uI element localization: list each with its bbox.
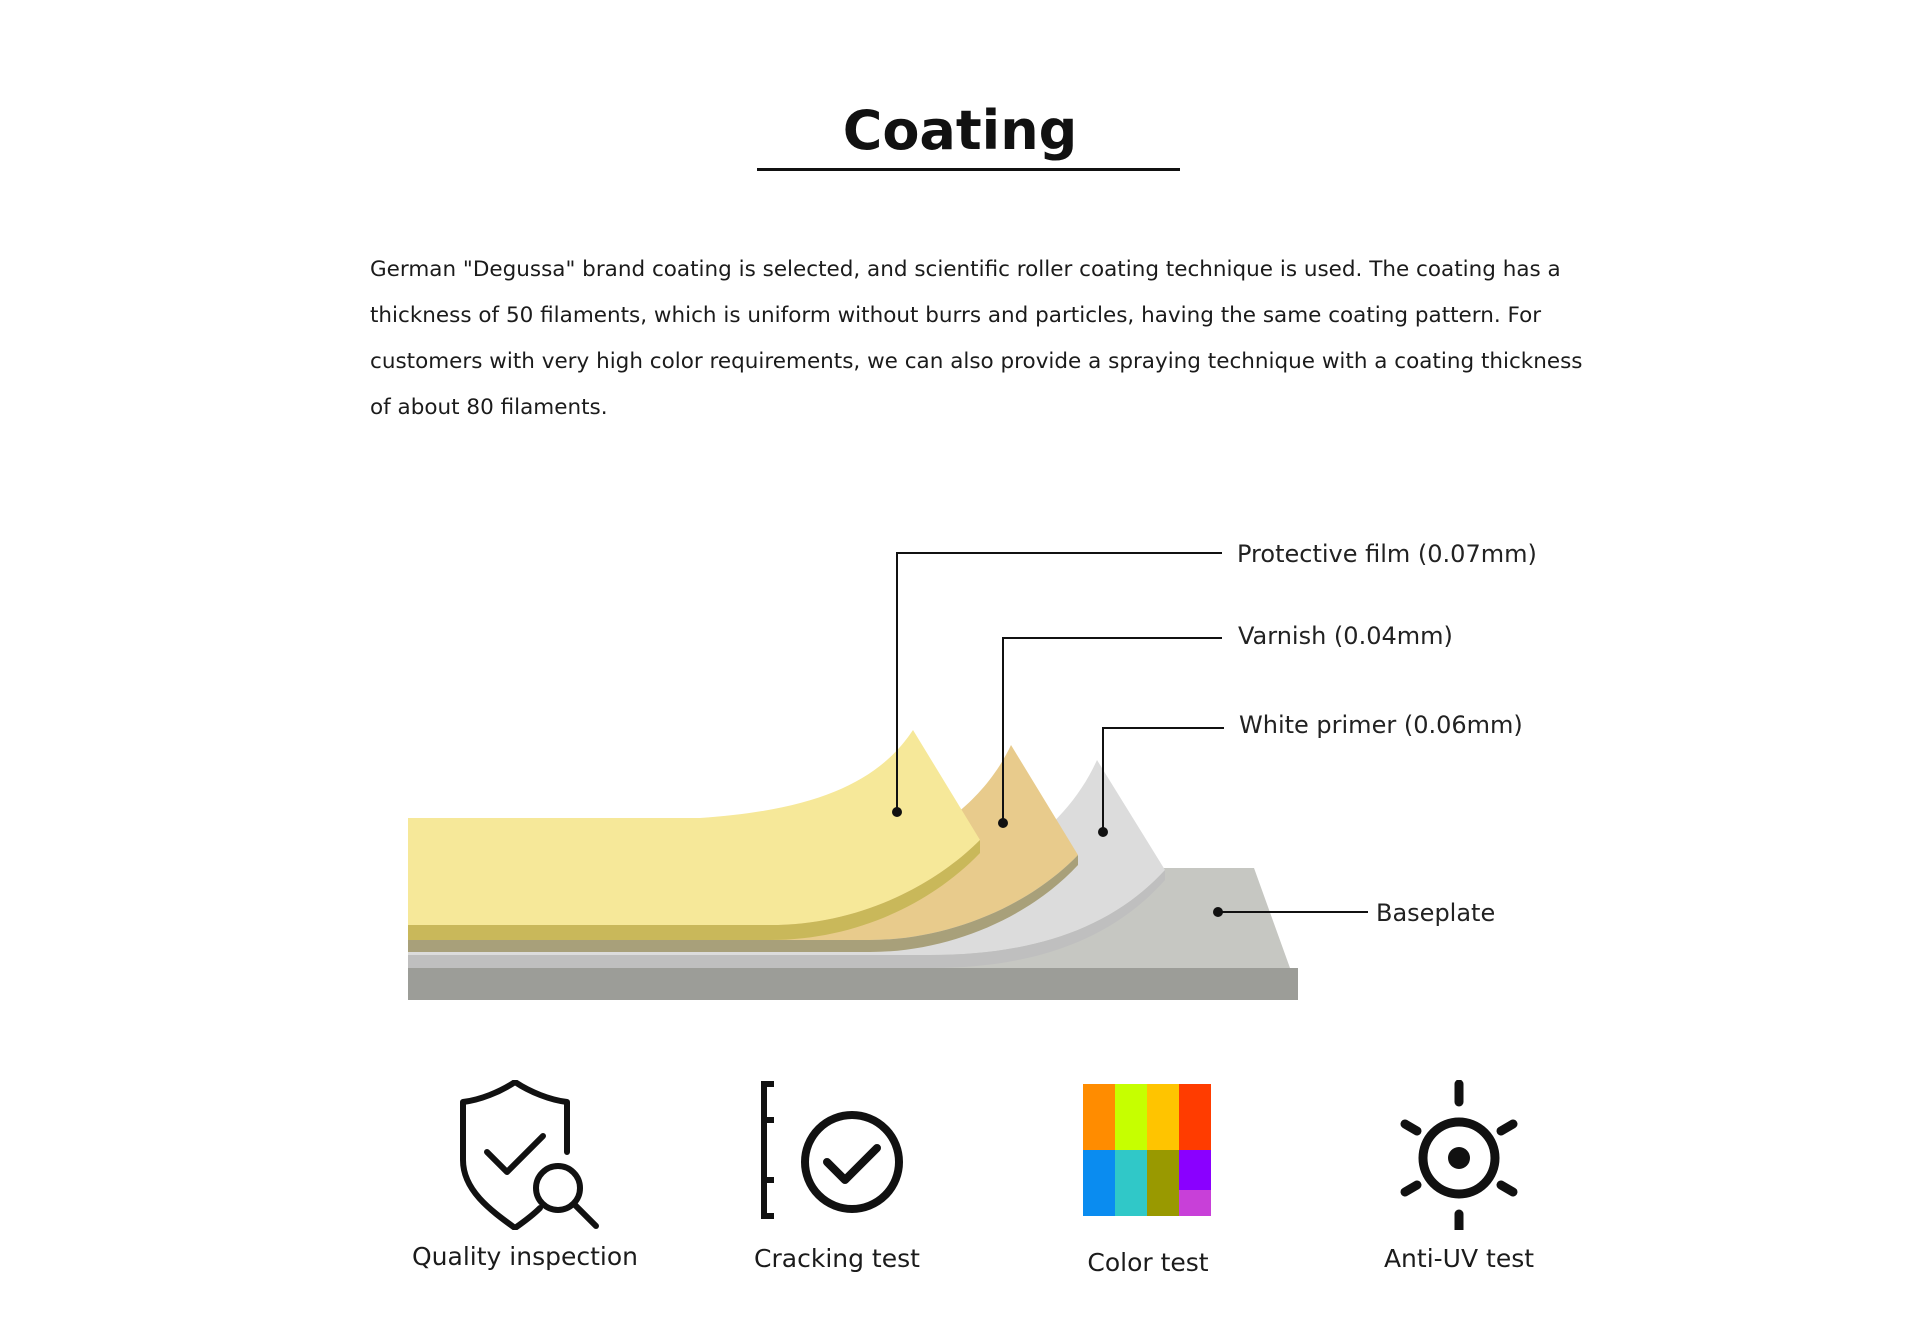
label-baseplate: Baseplate (1376, 899, 1496, 927)
feature-color-test (998, 1080, 1298, 1277)
marker-white-primer (1098, 827, 1108, 837)
marker-varnish (998, 818, 1008, 828)
feature-cracking-test (687, 1080, 987, 1273)
marker-baseplate (1213, 907, 1223, 917)
color-grid-icon (998, 1080, 1298, 1230)
label-white-primer: White primer (0.06mm) (1239, 711, 1523, 739)
feature-label: Quality inspection (412, 1242, 638, 1271)
feature-quality-inspection (375, 1080, 675, 1271)
leader-protective-film (897, 553, 1222, 812)
bracket-check-circle-icon (687, 1080, 987, 1230)
feature-anti-uv-test (1309, 1080, 1609, 1273)
feature-label: Cracking test (754, 1244, 920, 1273)
sun-icon (1309, 1080, 1609, 1230)
feature-label: Anti-UV test (1383, 1244, 1535, 1273)
description-paragraph: German "Degussa" brand coating is selected, and scientific roller coating technique is used. The coating has a thickness of 50 filaments, which is uniform without burrs and particles, having the same coating pattern. For customers with very high color requirements, we can also provide a spraying technique with a coating thickness of about 80 filaments. (370, 257, 1583, 420)
page-title: Coating (842, 99, 1078, 162)
label-varnish: Varnish (0.04mm) (1238, 622, 1453, 650)
protective-film-layer (408, 730, 980, 940)
feature-label: Color test (1087, 1248, 1209, 1277)
marker-protective-film (892, 807, 902, 817)
label-protective-film: Protective film (0.07mm) (1237, 540, 1537, 568)
shield-check-magnifier-icon (375, 1080, 675, 1230)
